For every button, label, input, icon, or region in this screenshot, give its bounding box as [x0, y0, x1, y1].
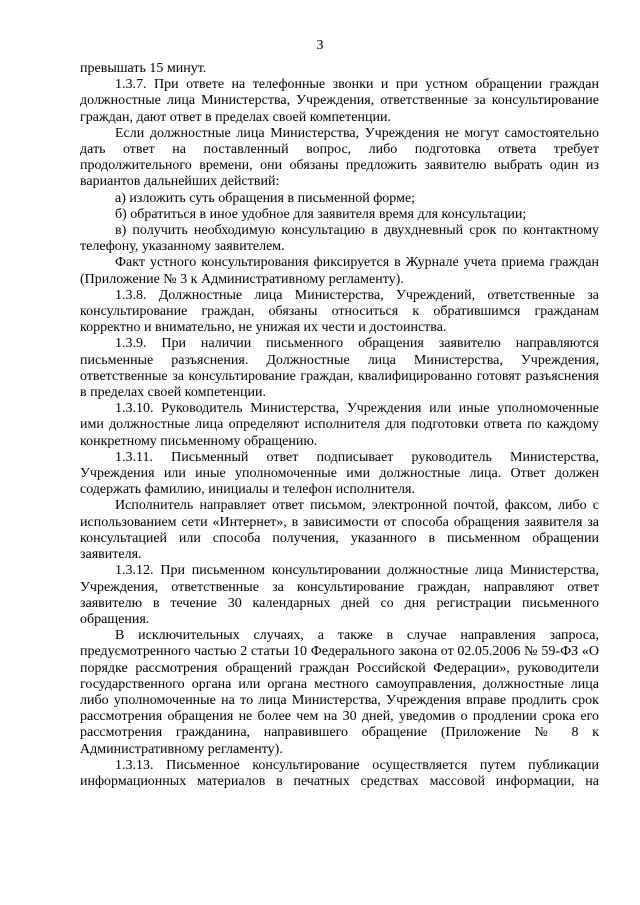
document-body: [80, 61, 599, 790]
list-item-b: б) обратиться в иное удобное для заявителя время для консультации;: [115, 206, 527, 222]
paragraph-executor: Исполнитель направляет ответ письмом, электронной почтой, факсом, либо с использованием сети «Интернет», в зависимости от способа обращения заявителя за консультацией или способа получения, указанного в письменном обращении заявителя.: [80, 498, 599, 563]
page-number: 3: [316, 38, 324, 53]
list-item-a: а) изложить суть обращения в письменной форме;: [115, 190, 416, 206]
paragraph-1-3-12: 1.3.12. При письменном консультировании должностные лица Министерства, Учреждения, ответственные за консультирование граждан, направляют ответ заявителю в течение 30 календарных дней со дня регистрации письменного обращения.: [80, 563, 599, 627]
paragraph-1-3-13: 1.3.13. Письменное консультирование осуществляется путем публикации информационных материалов в печатных средствах массовой информации, на: [80, 757, 599, 789]
paragraph-exceptional-cases: В исключительных случаях, а также в случае направления запроса, предусмотренного частью 2 статьи 10 Федерального закона от 02.05.2006 № 59-ФЗ «О порядке рассмотрения обращений граждан Российской Федерации», руководители государственного органа или органа местного самоуправления, должностные лица либо уполномоченные на то лица Министерства, Учреждения вправе продлить срок рассмотрения обращения не более чем на 30 дней, уведомив о продлении срока его рассмотрения гражданина, направившего обращение (Приложение № 8 к Административному регламенту).: [80, 628, 599, 757]
paragraph-1-3-8: 1.3.8. Должностные лица Министерства, Учреждений, ответственные за консультирование граждан, обязаны относиться к обратившимся гражданам корректно и внимательно, не унижая их чести и достоинства.: [80, 287, 599, 336]
paragraph-1-3-9: 1.3.9. При наличии письменного обращения заявителю направляются письменные разъяснения. Должностные лица Министерства, Учреждения, ответственные за консультирование граждан, квалифицированно готовят разъяснения в пределах своей компетенции.: [80, 336, 599, 401]
paragraph-1-3-11: 1.3.11. Письменный ответ подписывает руководитель Министерства, Учреждения или иные уполномоченные ими должностные лица. Ответ должен содержать фамилию, инициалы и телефон исполнителя.: [80, 449, 599, 498]
paragraph-1-3-10: 1.3.10. Руководитель Министерства, Учреждения или иные уполномоченные ими должностные лица определяют исполнителя для подготовки ответа по каждому конкретному письменному обращению.: [80, 401, 599, 449]
paragraph-options-intro: Если должностные лица Министерства, Учреждения не могут самостоятельно дать ответ на поставленный вопрос, либо подготовка ответа требует продолжительного времени, они обязаны предложить заявителю выбрать один из вариантов дальнейших действий:: [80, 125, 599, 190]
paragraph-journal: Факт устного консультирования фиксируется в Журнале учета приема граждан (Приложение № 3 к Административному регламенту).: [80, 255, 599, 287]
paragraph-1-3-7: 1.3.7. При ответе на телефонные звонки и при устном обращении граждан должностные лица Министерства, Учреждения, ответственные за консультирование граждан, дают ответ в пределах своей компетенции.: [80, 77, 599, 125]
list-item-c: в) получить необходимую консультацию в двухдневный срок по контактному телефону, указанному заявителем.: [80, 223, 599, 255]
paragraph-continuation: превышать 15 минут.: [80, 61, 207, 76]
